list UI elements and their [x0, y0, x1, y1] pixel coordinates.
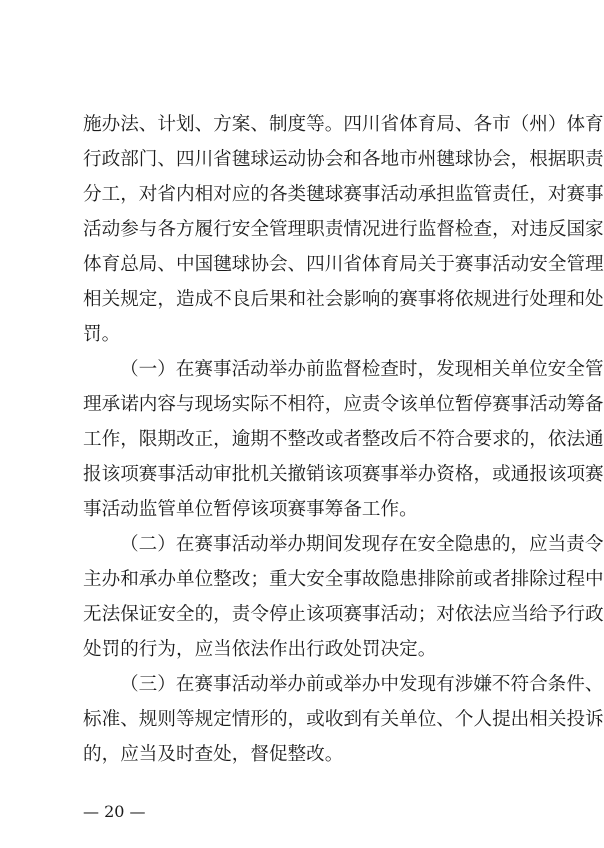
text-line: 报该项赛事活动审批机关撤销该项赛事举办资格，或通报该项赛 — [83, 464, 604, 485]
text-line: 处罚的行为，应当依法作出行政处罚决定。 — [83, 639, 437, 660]
text-line: （三）在赛事活动举办前或举办中发现有涉嫌不符合条件、 — [120, 674, 604, 695]
text-line: 体育总局、中国毽球协会、四川省体育局关于赛事活动安全管理 — [83, 254, 604, 275]
text-line: 罚。 — [83, 324, 121, 345]
text-line: 主办和承办单位整改；重大安全事故隐患排除前或者排除过程中 — [83, 569, 604, 590]
text-line: 的，应当及时查处，督促整改。 — [83, 744, 344, 765]
text-line: （一）在赛事活动举办前监督检查时，发现相关单位安全管 — [120, 359, 604, 380]
page-number: — 20 — — [83, 802, 146, 821]
text-line: 施办法、计划、方案、制度等。四川省体育局、各市（州）体育 — [83, 114, 604, 135]
text-line: 理承诺内容与现场实际不相符，应责令该单位暂停赛事活动筹备 — [83, 394, 604, 415]
text-line: 相关规定，造成不良后果和社会影响的赛事将依规进行处理和处 — [83, 289, 604, 310]
text-line: （二）在赛事活动举办期间发现存在安全隐患的，应当责令 — [120, 534, 604, 555]
text-line: 活动参与各方履行安全管理职责情况进行监督检查，对违反国家 — [83, 219, 604, 240]
text-line: 无法保证安全的，责令停止该项赛事活动；对依法应当给予行政 — [83, 604, 604, 625]
text-line: 工作，限期改正，逾期不整改或者整改后不符合要求的，依法通 — [83, 429, 604, 450]
text-line: 行政部门、四川省毽球运动协会和各地市州毽球协会，根据职责 — [83, 149, 604, 170]
text-line: 事活动监管单位暂停该项赛事筹备工作。 — [83, 499, 418, 520]
text-line: 标准、规则等规定情形的，或收到有关单位、个人提出相关投诉 — [83, 709, 604, 730]
text-line: 分工，对省内相对应的各类毽球赛事活动承担监管责任，对赛事 — [83, 184, 604, 205]
